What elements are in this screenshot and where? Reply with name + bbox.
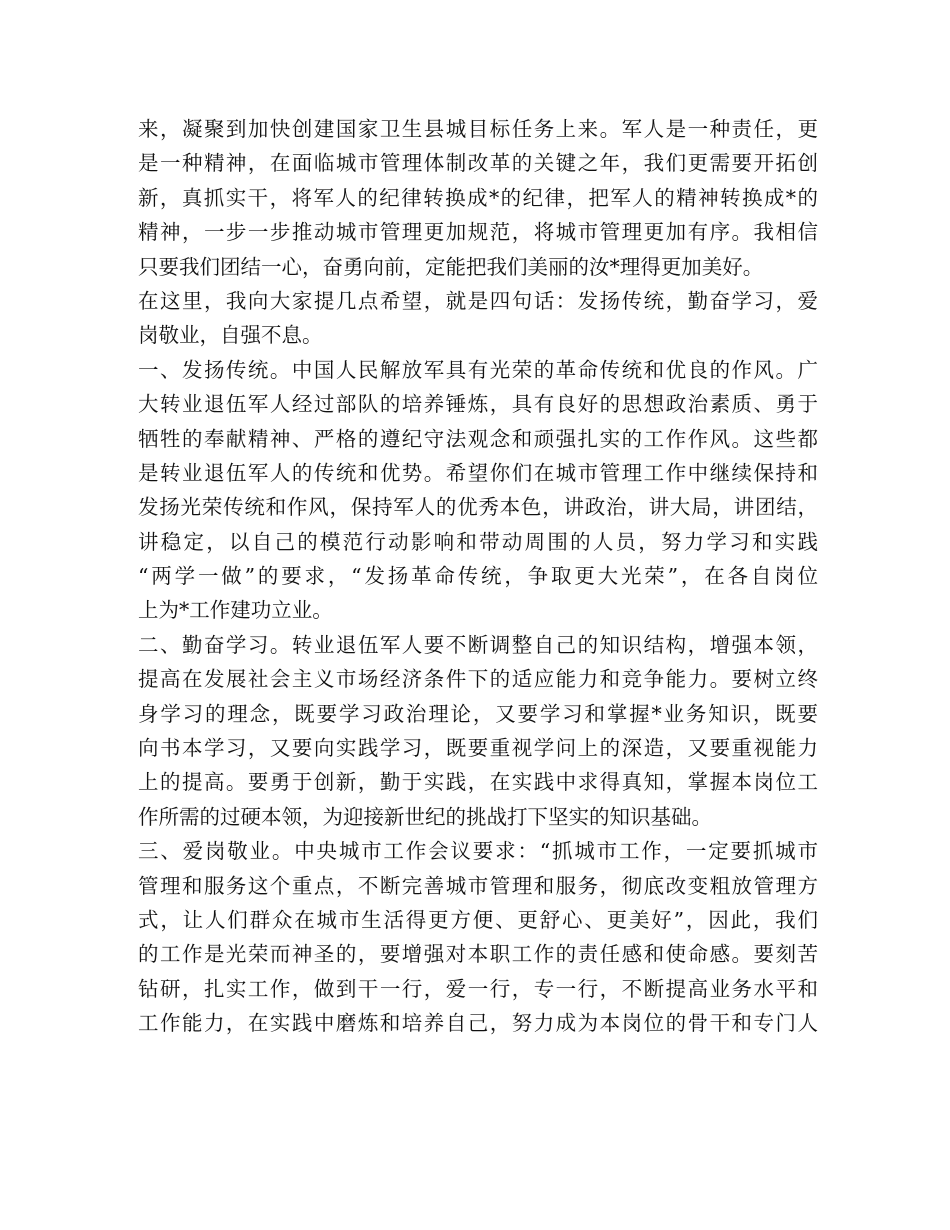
text-line: 式，让人们群众在城市生活得更方便、更舒心、更美好”，因此，我们	[138, 907, 818, 932]
document-body-text	[138, 112, 818, 1041]
text-line: 一、发扬传统。中国人民解放军具有光荣的革命传统和优良的作风。广	[138, 357, 818, 382]
text-line: 发扬光荣传统和作风，保持军人的优秀本色，讲政治，讲大局，讲团结，	[138, 495, 818, 520]
text-line: 上的提高。要勇于创新，勤于实践，在实践中求得真知，掌握本岗位工	[138, 770, 818, 795]
text-line: 是一种精神，在面临城市管理体制改革的关键之年，我们更需要开拓创	[138, 151, 818, 176]
text-line: 工作能力，在实践中磨炼和培养自己，努力成为本岗位的骨干和专门人	[138, 1011, 818, 1036]
text-line: 大转业退伍军人经过部队的培养锤炼，具有良好的思想政治素质、勇于	[138, 392, 818, 417]
text-line: 精神，一步一步推动城市管理更加规范，将城市管理更加有序。我相信	[138, 220, 818, 245]
text-line: 是转业退伍军人的传统和优势。希望你们在城市管理工作中继续保持和	[138, 460, 818, 485]
text-line: 身学习的理念，既要学习政治理论，又要学习和掌握*业务知识，既要	[138, 701, 818, 726]
text-line: 牺牲的奉献精神、严格的遵纪守法观念和顽强扎实的工作作风。这些都	[138, 426, 818, 451]
text-line: 二、勤奋学习。转业退伍军人要不断调整自己的知识结构，增强本领，	[138, 632, 818, 657]
text-line: 提高在发展社会主义市场经济条件下的适应能力和竞争能力。要树立终	[138, 667, 818, 692]
text-line: 在这里，我向大家提几点希望，就是四句话：发扬传统，勤奋学习，爱	[138, 288, 818, 313]
text-line: 钻研，扎实工作，做到干一行，爱一行，专一行，不断提高业务水平和	[138, 976, 818, 1001]
text-line: 岗敬业，自强不息。	[138, 323, 323, 348]
text-line: 向书本学习，又要向实践学习，既要重视学问上的深造，又要重视能力	[138, 736, 818, 761]
text-line: 的工作是光荣而神圣的，要增强对本职工作的责任感和使命感。要刻苦	[138, 942, 818, 967]
text-line: 三、爱岗敬业。中央城市工作会议要求：“抓城市工作，一定要抓城市	[138, 839, 818, 864]
text-line: 上为*工作建功立业。	[138, 598, 333, 623]
text-line: 新，真抓实干，将军人的纪律转换成*的纪律，把军人的精神转换成*的	[138, 185, 818, 210]
text-line: 来，凝聚到加快创建国家卫生县城目标任务上来。军人是一种责任，更	[138, 117, 818, 141]
text-line: “两学一做”的要求，“发扬革命传统，争取更大光荣”，在各自岗位	[138, 564, 818, 589]
text-line: 作所需的过硬本领，为迎接新世纪的挑战打下坚实的知识基础。	[138, 804, 712, 829]
text-line: 只要我们团结一心，奋勇向前，定能把我们美丽的汝*理得更加美好。	[138, 254, 764, 279]
text-line: 管理和服务这个重点，不断完善城市管理和服务，彻底改变粗放管理方	[138, 873, 818, 898]
text-line: 讲稳定，以自己的模范行动影响和带动周围的人员，努力学习和实践	[138, 529, 818, 554]
